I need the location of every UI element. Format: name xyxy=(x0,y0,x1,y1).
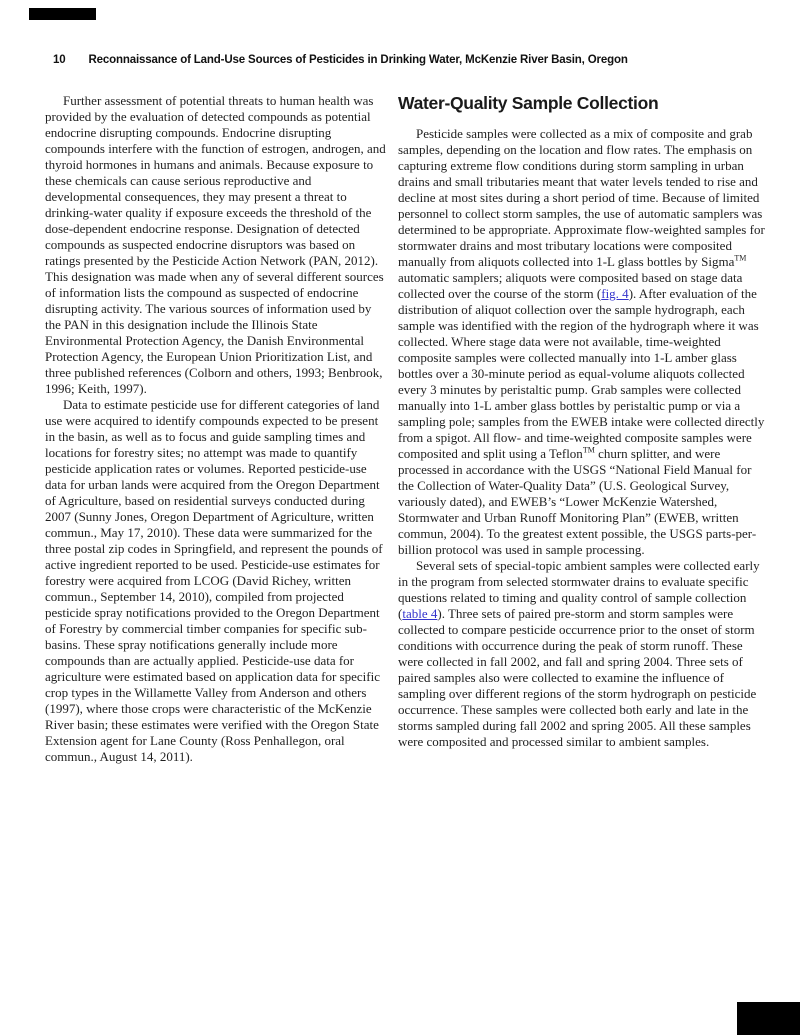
text-run: Further assessment of potential threats to human health was provided by the evaluation of detected compounds as potential endocrine disrupting compounds. Endocrine disrupting compounds interfere with the function of estrogen, androgen, and thyroid hormones in humans and animals. Because exposure to these chemicals can cause serious reproductive and developmental consequences, they may present a threat to drinking-water quality if exposure exceeds the threshold of the dose-dependent endocrine response. Designation of detected compounds as suspected endocrine disruptors was based on ratings presented by the Pesticide Action Network (PAN, 2012). This designation was made when any of several different sources of information lists the compound as suspected of endocrine disrupting activity. The various sources of information used by the PAN in this designation include the Illinois State Environmental Protection Agency, the Danish Environmental Protection Agency, the European Union Prioritization List, and three published references (Colborn and others, 1993; Benbrook, 1996; Keith, 1997). xyxy=(45,93,386,396)
page-corner-mark-bottom-right xyxy=(737,1002,800,1035)
page-number: 10 xyxy=(53,54,66,66)
right-column-text xyxy=(398,126,765,750)
text-run: Data to estimate pesticide use for different categories of land use were acquired to identify compounds expected to be present in the basin, as well as to focus and guide sampling times and locations for forestry sites; no attempt was made to quantify pesticide application rates or volumes. Reported pesticide-use data for urban lands were acquired from the Oregon Department of Agriculture, based on residential surveys conducted during 2007 (Sunny Jones, Oregon Department of Agriculture, written commun., May 17, 2010). These data were summarized for the three postal zip codes in Springfield, and represent the pounds of active ingredient reported to be used. Pesticide-use estimates for forestry were acquired from LCOG (David Richey, written commun., September 14, 2010), compiled from projected pesticide spray notifications provided to the Oregon Department of Forestry by commercial timber companies for specific sub-basins. These spray notifications generally include more compounds than are actually applied. Pesticide-use data for agriculture were estimated based on application data for specific crop types in the Willamette Valley from Anderson and others (1997), where those crops were characteristic of the McKenzie River basin; these estimates were verified with the Oregon State Extension agent for Lane County (Ross Penhallegon, oral commun., August 14, 2011). xyxy=(45,397,383,764)
paragraph xyxy=(398,558,765,750)
text-run: Several sets of special-topic ambient samples were collected early in the program from selected stormwater drains to evaluate specific questions related to timing and quality control of sample collection ( xyxy=(398,558,760,621)
text-run: automatic samplers; aliquots were composited based on stage data collected over the course of the storm ( xyxy=(398,270,743,301)
running-head xyxy=(53,54,628,66)
text-run: ). Three sets of paired pre-storm and storm samples were collected to compare pesticide occurrence prior to the onset of storm conditions with occurrence during the peak of storm runoff. These were collected in fall 2002, and fall and spring 2004. Three sets of paired samples also were collected to examine the influence of sampling over different regions of the storm hydrograph on pesticide occurrence. These samples were collected both early and late in the storms sampled during fall 2002 and spring 2005. All these samples were composited and processed similar to ambient samples. xyxy=(398,606,757,749)
cross-reference-link[interactable]: fig. 4 xyxy=(601,286,629,301)
trademark-superscript: TM xyxy=(582,445,595,455)
paragraph xyxy=(398,126,765,558)
trademark-superscript: TM xyxy=(734,253,747,263)
text-run: ). After evaluation of the distribution of aliquot collection over the sample hydrograph, each sample was identified with the region of the hydrograph where it was collected. Where stage data were not available, time-weighted composite samples were collected manually into 1-L amber glass bottles over a 30-minute period as equal-volume aliquots collected every 3 minutes by peristaltic pump. Grab samples were collected manually into 1-L amber glass bottles by peristaltic pump or via a sampling pole; samples from the EWEB intake were collected directly from a spigot. All flow- and time-weighted composite samples were composited and split using a Teflon xyxy=(398,286,765,461)
paragraph xyxy=(45,93,390,397)
left-column xyxy=(45,93,390,765)
cross-reference-link[interactable]: table 4 xyxy=(402,606,438,621)
right-column xyxy=(398,93,765,765)
running-title: Reconnaissance of Land-Use Sources of Pesticides in Drinking Water, McKenzie River Basin, Oregon xyxy=(88,54,628,66)
two-column-body xyxy=(45,93,765,765)
section-heading: Water-Quality Sample Collection xyxy=(398,93,659,113)
paragraph xyxy=(45,397,390,765)
text-run: Pesticide samples were collected as a mix of composite and grab samples, depending on the location and flow rates. The emphasis on capturing extreme flow conditions during storm sampling in urban drains and small tributaries meant that water levels tended to rise and decline at most sites during a short period of time. Because of limited personnel to collect storm samples, the use of automatic samplers was determined to be appropriate. Approximate flow-weighted samples for stormwater drains and most tributary locations were composited manually from aliquots collected into 1-L glass bottles by Sigma xyxy=(398,126,765,269)
page-corner-mark-top-left xyxy=(29,8,96,20)
text-run: churn splitter, and were processed in accordance with the USGS “National Field Manual for the Collection of Water-Quality Data” (U.S. Geological Survey, variously dated), and EWEB’s “Lower McKenzie Watershed, Stormwater and Urban Runoff Monitoring Plan” (EWEB, written commun, 2004). To the greatest extent possible, the USGS parts-per-billion protocol was used in sample processing. xyxy=(398,446,757,557)
